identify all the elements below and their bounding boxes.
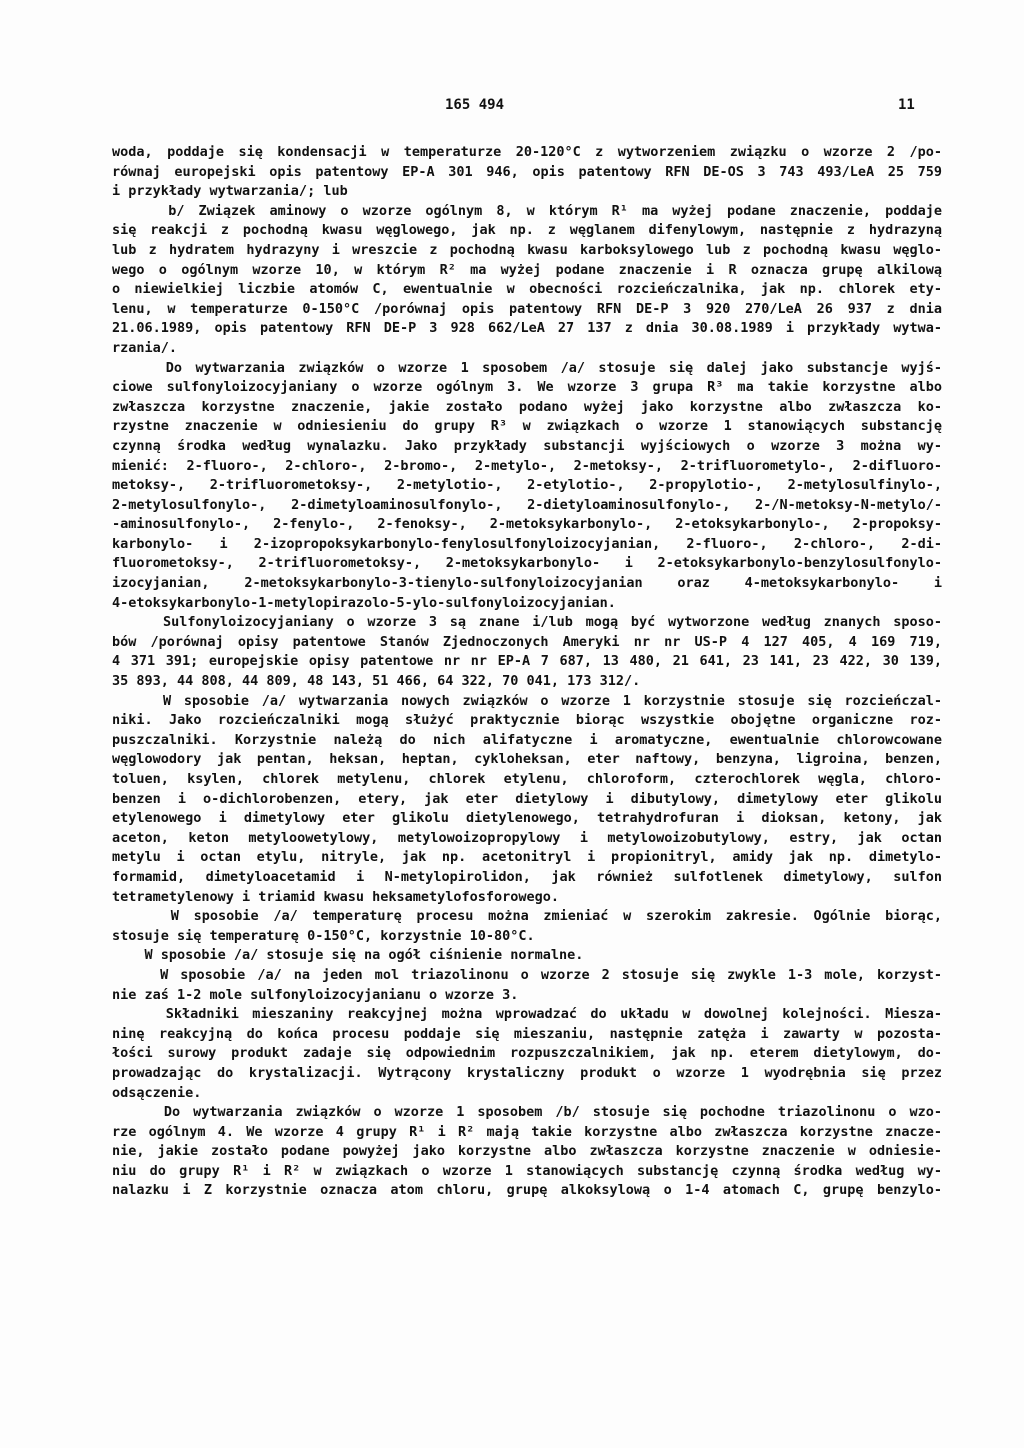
text-line: ninę reakcyjną do końca procesu poddaje się mieszaniu, następnie zatęża i zawarty w pozosta-: [112, 1025, 942, 1042]
text-line: równaj europejski opis patentowy EP-A 301 946, opis patentowy RFN DE-OS 3 743 493/LeA 25 759: [112, 163, 942, 180]
text-line: rzystne znaczenie w odniesieniu do grupy R³ w związkach o wzorze 1 stanowiących substancję: [112, 418, 942, 435]
text-line: 4 371 391; europejskie opisy patentowe nr nr EP-A 7 687, 13 480, 21 641, 23 141, 23 422, 30 139,: [112, 653, 942, 670]
body-text: [112, 143, 942, 1201]
text-line: W sposobie /a/ na jeden mol triazolinonu o wzorze 2 stosuje się zwykle 1-3 mole, korzyst-: [112, 966, 942, 983]
text-line: 2-metylosulfonylo-, 2-dimetyloaminosulfonylo-, 2-dietyloaminosulfonylo-, 2-/N-metoksy-N-metylo/-: [112, 496, 942, 513]
text-line: rzania/.: [112, 339, 178, 356]
text-line: lenu, w temperaturze 0-150°C /porównaj opis patentowy RFN DE-P 3 920 270/LeA 26 937 z dnia: [112, 300, 942, 317]
text-line: woda, poddaje się kondensacji w temperaturze 20-120°C z wytworzeniem związku o wzorze 2 /po-: [112, 144, 942, 160]
page-header: [0, 93, 1024, 117]
text-line: nie zaś 1-2 mole sulfonyloizocyjanianu o wzorze 3.: [112, 986, 519, 1003]
text-line: stosuje się temperaturę 0-150°C, korzystnie 10-80°C.: [112, 927, 535, 944]
text-line: metylu i octan etylu, nitryle, jak np. acetonitryl i propionitryl, amidy jak np. dimetylo-: [112, 849, 942, 866]
text-line: formamid, dimetyloacetamid i N-metylopirolidon, jak również sulfotlenek dimetylowy, sulfon: [112, 868, 942, 885]
text-line: fluorometoksy-, 2-trifluorometoksy-, 2-metoksykarbonylo- i 2-etoksykarbonylo-benzylosulfonylo-: [112, 555, 942, 572]
text-line: metoksy-, 2-trifluorometoksy-, 2-metylotio-, 2-etylotio-, 2-propylotio-, 2-metylosulfinylo-,: [112, 477, 942, 494]
document-number: 165 494: [445, 97, 505, 113]
text-line: nie, jakie zostało podane powyżej jako korzystne albo zwłaszcza korzystne znaczenie w odniesie-: [112, 1143, 942, 1160]
text-line: benzen i o-dichlorobenzen, etery, jak eter dietylowy i dibutylowy, dimetylowy eter glikolu: [112, 790, 942, 807]
text-line: rze ogólnym 4. We wzorze 4 grupy R¹ i R² mają takie korzystne albo zwłaszcza korzystne znacze-: [112, 1123, 942, 1140]
text-line: o niewielkiej liczbie atomów C, ewentualnie w obecności rozcieńczalnika, jak np. chlorek ety-: [112, 281, 942, 298]
text-line: węglowodory jak pentan, heksan, heptan, cykloheksan, eter naftowy, benzyna, ligroina, benzen,: [112, 751, 942, 768]
text-line: 21.06.1989, opis patentowy RFN DE-P 3 928 662/LeA 27 137 z dnia 30.08.1989 i przykłady wytwa-: [112, 320, 942, 337]
text-line: bów /porównaj opisy patentowe Stanów Zjednoczonych Ameryki nr nr US-P 4 127 405, 4 169 719,: [112, 633, 942, 650]
text-line: wego o ogólnym wzorze 10, w którym R² ma wyżej podane znaczenie i R oznacza grupę alkilową: [112, 261, 942, 278]
text-line: zwłaszcza korzystne znaczenie, jakie zostało podano wyżej jako korzystne albo zwłaszcza ko-: [112, 398, 942, 415]
text-line: karbonylo- i 2-izopropoksykarbonylo-fenylosulfonyloizocyjanian, 2-fluoro-, 2-chloro-, 2-di-: [112, 535, 942, 552]
text-line: nalazku i Z korzystnie oznacza atom chloru, grupę alkoksylową o 1-4 atomach C, grupę benzylo-: [112, 1182, 942, 1199]
text-line: toluen, ksylen, chlorek metylenu, chlorek etylenu, chloroform, czterochlorek węgla, chloro-: [112, 771, 942, 787]
text-line: 4-etoksykarbonylo-1-metylopirazolo-5-ylo-sulfonyloizocyjanian.: [112, 594, 616, 611]
text-line: W sposobie /a/ temperaturę procesu można zmieniać w szerokim zakresie. Ogólnie biorąc,: [112, 908, 942, 925]
text-line: łości surowy produkt zadaje się odpowiednim rozpuszczalnikiem, jak np. eterem dietylowym, do-: [112, 1045, 942, 1062]
text-line: -aminosulfonylo-, 2-fenylo-, 2-fenoksy-, 2-metoksykarbonylo-, 2-etoksykarbonylo-, 2-propoksy-: [112, 516, 942, 533]
text-line: Do wytwarzania związków o wzorze 1 sposobem /b/ stosuje się pochodne triazolinonu o wzo-: [112, 1104, 942, 1121]
text-line: 35 893, 44 808, 44 809, 48 143, 51 466, 64 322, 70 041, 173 312/.: [112, 673, 641, 690]
text-line: ciowe sulfonyloizocyjaniany o wzorze ogólnym 3. We wzorze 3 grupa R³ ma takie korzystne albo: [112, 379, 942, 396]
text-line: W sposobie /a/ wytwarzania nowych związków o wzorze 1 korzystnie stosuje się rozcieńczal-: [112, 692, 942, 709]
text-line: niu do grupy R¹ i R² w związkach o wzorze 1 stanowiących substancję czynną środka według wy-: [112, 1162, 942, 1179]
text-line: czynną środka według wynalazku. Jako przykłady substancji wyjściowych o wzorze 3 można wy-: [112, 437, 942, 454]
text-line: prowadzając do krystalizacji. Wytrącony krystaliczny produkt o wzorze 1 wyodrębnia się przez: [112, 1064, 942, 1081]
text-line: się reakcji z pochodną kwasu węglowego, jak np. z węglanem difenylowym, następnie z hydrazyną: [112, 222, 942, 239]
text-line: puszczalniki. Korzystnie należą do nich alifatyczne i aromatyczne, ewentualnie chlorowcowane: [112, 731, 942, 748]
text-line: izocyjanian, 2-metoksykarbonylo-3-tienylo-sulfonyloizocyjanian oraz 4-metoksykarbonylo- i: [112, 575, 942, 592]
text-line: b/ Związek aminowy o wzorze ogólnym 8, w którym R¹ ma wyżej podane znaczenie, poddaje: [112, 202, 942, 219]
page-number: 11: [898, 97, 915, 113]
text-line: niki. Jako rozcieńczalniki mogą służyć praktycznie biorąc wszystkie obojętne organiczne roz-: [112, 712, 942, 729]
text-line: i przykłady wytwarzania/; lub: [112, 183, 348, 200]
text-line: Składniki mieszaniny reakcyjnej można wprowadzać do układu w dowolnej kolejności. Miesza-: [112, 1006, 942, 1023]
text-line: odsączenie.: [112, 1084, 202, 1101]
text-line: etylenowego i dimetylowy eter glikolu dietylenowego, tetrahydrofuran i dioksan, ketony, jak: [112, 810, 942, 827]
text-line: W sposobie /a/ stosuje się na ogół ciśnienie normalne.: [112, 947, 584, 964]
text-line: mienić: 2-fluoro-, 2-chloro-, 2-bromo-, 2-metylo-, 2-metoksy-, 2-trifluorometylo-, 2-difluoro-: [112, 457, 942, 474]
text-line: lub z hydratem hydrazyny i wreszcie z pochodną kwasu karboksylowego lub z pochodną kwasu węglo-: [112, 241, 942, 258]
text-line: tetrametylenowy i triamid kwasu heksametylofosforowego.: [112, 888, 560, 905]
text-line: aceton, keton metyloowetylowy, metylowoizopropylowy i metylowoizobutylowy, estry, jak octan: [112, 829, 942, 846]
text-line: Do wytwarzania związków o wzorze 1 sposobem /a/ stosuje się dalej jako substancje wyjś-: [112, 359, 942, 376]
text-line: Sulfonyloizocyjaniany o wzorze 3 są znane i/lub mogą być wytworzone według znanych sposo-: [112, 614, 942, 631]
